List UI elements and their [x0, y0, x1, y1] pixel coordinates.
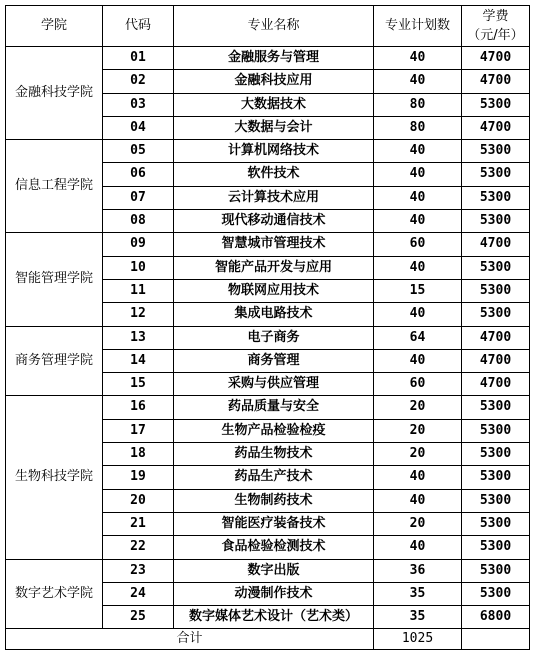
plan-cell: 35 [374, 606, 462, 629]
code-cell: 19 [103, 466, 174, 489]
major-cell: 大数据与会计 [174, 116, 374, 139]
major-cell: 电子商务 [174, 326, 374, 349]
plan-cell: 40 [374, 489, 462, 512]
major-cell: 物联网应用技术 [174, 279, 374, 302]
plan-cell: 60 [374, 233, 462, 256]
fee-cell: 5300 [462, 279, 530, 302]
major-cell: 金融科技应用 [174, 70, 374, 93]
plan-cell: 40 [374, 70, 462, 93]
table-row [6, 233, 530, 256]
major-cell: 食品检验检测技术 [174, 536, 374, 559]
fee-cell: 4700 [462, 70, 530, 93]
plan-cell: 60 [374, 373, 462, 396]
code-cell: 03 [103, 93, 174, 116]
fee-cell: 5300 [462, 489, 530, 512]
code-cell: 15 [103, 373, 174, 396]
fee-cell: 4700 [462, 116, 530, 139]
major-cell: 生物产品检验检疫 [174, 419, 374, 442]
header-code: 代码 [103, 6, 174, 47]
code-cell: 12 [103, 303, 174, 326]
plan-cell: 40 [374, 186, 462, 209]
major-cell: 动漫制作技术 [174, 582, 374, 605]
college-cell: 金融科技学院 [6, 47, 103, 140]
fee-cell: 4700 [462, 326, 530, 349]
plan-cell: 40 [374, 536, 462, 559]
table-row [6, 326, 530, 349]
total-value: 1025 [374, 629, 462, 650]
header-fee [462, 6, 530, 47]
plan-cell: 40 [374, 466, 462, 489]
fee-cell: 5300 [462, 93, 530, 116]
fee-cell: 5300 [462, 559, 530, 582]
table-body [6, 47, 530, 629]
major-cell: 智慧城市管理技术 [174, 233, 374, 256]
table-row [6, 396, 530, 419]
plan-cell: 36 [374, 559, 462, 582]
plan-cell: 20 [374, 396, 462, 419]
plan-cell: 40 [374, 47, 462, 70]
table-header-row [6, 6, 530, 47]
fee-cell: 4700 [462, 47, 530, 70]
header-plan: 专业计划数 [374, 6, 462, 47]
major-cell: 集成电路技术 [174, 303, 374, 326]
code-cell: 18 [103, 443, 174, 466]
major-cell: 药品质量与安全 [174, 396, 374, 419]
major-cell: 智能医疗装备技术 [174, 512, 374, 535]
college-cell: 商务管理学院 [6, 326, 103, 396]
header-college: 学院 [6, 6, 103, 47]
code-cell: 17 [103, 419, 174, 442]
fee-cell: 5300 [462, 140, 530, 163]
table-row [6, 559, 530, 582]
major-cell: 药品生物技术 [174, 443, 374, 466]
fee-cell: 5300 [462, 163, 530, 186]
fee-cell: 5300 [462, 256, 530, 279]
plan-cell: 40 [374, 140, 462, 163]
college-cell: 数字艺术学院 [6, 559, 103, 629]
fee-cell: 5300 [462, 512, 530, 535]
fee-cell: 5300 [462, 210, 530, 233]
code-cell: 05 [103, 140, 174, 163]
table-row [6, 47, 530, 70]
code-cell: 08 [103, 210, 174, 233]
fee-cell: 5300 [462, 419, 530, 442]
code-cell: 16 [103, 396, 174, 419]
table-row [6, 140, 530, 163]
major-cell: 采购与供应管理 [174, 373, 374, 396]
plan-cell: 40 [374, 210, 462, 233]
plan-cell: 80 [374, 93, 462, 116]
header-fee-line2: （元/年） [467, 28, 524, 43]
plan-cell: 40 [374, 349, 462, 372]
code-cell: 10 [103, 256, 174, 279]
major-cell: 智能产品开发与应用 [174, 256, 374, 279]
header-fee-line1: 学费 [482, 8, 509, 24]
fee-cell: 5300 [462, 396, 530, 419]
code-cell: 06 [103, 163, 174, 186]
fee-cell: 5300 [462, 466, 530, 489]
code-cell: 22 [103, 536, 174, 559]
code-cell: 24 [103, 582, 174, 605]
fee-cell: 4700 [462, 349, 530, 372]
major-cell: 数字媒体艺术设计（艺术类） [174, 606, 374, 629]
plan-cell: 64 [374, 326, 462, 349]
fee-cell: 5300 [462, 582, 530, 605]
major-cell: 现代移动通信技术 [174, 210, 374, 233]
code-cell: 02 [103, 70, 174, 93]
header-major: 专业名称 [174, 6, 374, 47]
plan-cell: 20 [374, 443, 462, 466]
major-cell: 软件技术 [174, 163, 374, 186]
major-cell: 数字出版 [174, 559, 374, 582]
plan-cell: 35 [374, 582, 462, 605]
college-cell: 生物科技学院 [6, 396, 103, 559]
total-fee-empty [462, 629, 530, 650]
plan-cell: 20 [374, 419, 462, 442]
plan-cell: 15 [374, 279, 462, 302]
major-cell: 商务管理 [174, 349, 374, 372]
college-cell: 信息工程学院 [6, 140, 103, 233]
code-cell: 04 [103, 116, 174, 139]
major-cell: 云计算技术应用 [174, 186, 374, 209]
plan-cell: 40 [374, 303, 462, 326]
total-row [6, 629, 530, 650]
major-cell: 药品生产技术 [174, 466, 374, 489]
code-cell: 21 [103, 512, 174, 535]
enrollment-plan-table [5, 5, 530, 650]
major-cell: 金融服务与管理 [174, 47, 374, 70]
code-cell: 20 [103, 489, 174, 512]
code-cell: 25 [103, 606, 174, 629]
college-cell: 智能管理学院 [6, 233, 103, 326]
code-cell: 01 [103, 47, 174, 70]
major-cell: 计算机网络技术 [174, 140, 374, 163]
major-cell: 生物制药技术 [174, 489, 374, 512]
plan-cell: 80 [374, 116, 462, 139]
fee-cell: 5300 [462, 443, 530, 466]
fee-cell: 5300 [462, 186, 530, 209]
fee-cell: 4700 [462, 373, 530, 396]
plan-cell: 20 [374, 512, 462, 535]
code-cell: 11 [103, 279, 174, 302]
plan-cell: 40 [374, 256, 462, 279]
plan-cell: 40 [374, 163, 462, 186]
fee-cell: 6800 [462, 606, 530, 629]
fee-cell: 5300 [462, 536, 530, 559]
code-cell: 23 [103, 559, 174, 582]
code-cell: 13 [103, 326, 174, 349]
code-cell: 09 [103, 233, 174, 256]
code-cell: 14 [103, 349, 174, 372]
fee-cell: 4700 [462, 233, 530, 256]
major-cell: 大数据技术 [174, 93, 374, 116]
code-cell: 07 [103, 186, 174, 209]
fee-cell: 5300 [462, 303, 530, 326]
total-label: 合计 [6, 629, 374, 650]
